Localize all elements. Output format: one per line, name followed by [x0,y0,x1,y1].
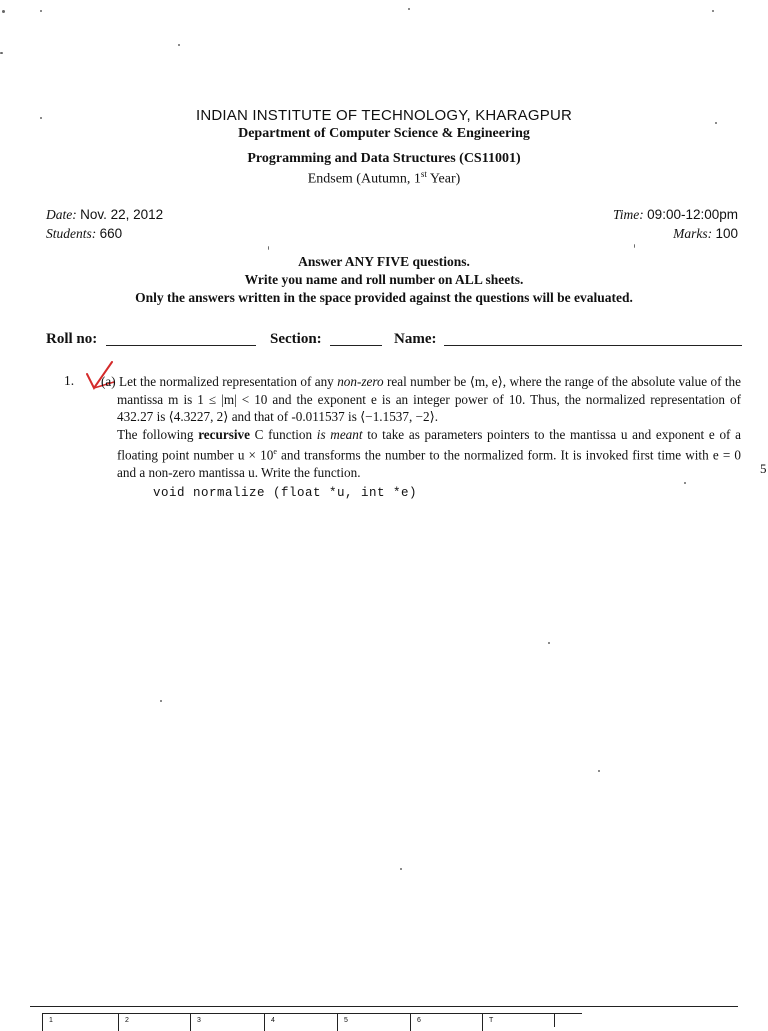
marks-table-top-line [30,1006,738,1007]
q-text-segment: Let the normalized representation of any [119,374,338,389]
roll-label: Roll no: [46,331,98,347]
scan-speck [684,482,686,484]
students-value: 660 [99,226,123,241]
question-part: (a) [101,374,116,389]
scan-speck [548,642,550,644]
marks-cell-6: 6 [410,1013,421,1031]
q-text-recursive: recursive [198,426,250,442]
section-blank[interactable] [330,345,382,346]
scan-speck [400,868,402,870]
instruction-2: Write you name and roll number on ALL sheets. [244,272,524,287]
name-label: Name: [394,331,437,347]
question-number: 1. [64,373,75,388]
marks-label: Marks: [673,226,713,241]
question-marks: 5 [760,461,767,476]
time-row [613,207,738,223]
marks-cell-1: 1 [42,1013,53,1031]
time-value: 09:00-12:00pm [647,207,738,222]
exam-prefix: Endsem (Autumn, 1 [307,171,421,187]
marks-cell-total: T [482,1013,493,1031]
institute-title: INDIAN INSTITUTE OF TECHNOLOGY, KHARAGPUR [195,107,573,124]
exam-sup: st [420,169,427,179]
q-text-segment: The following [117,426,199,442]
q-text-exponent: e [273,447,277,456]
students-label: Students: [46,226,97,241]
roll-blank[interactable] [106,345,256,346]
scan-speck [715,122,717,124]
date-label: Date: [46,207,77,222]
question-paragraph-2 [117,426,741,482]
scan-speck [160,700,162,702]
name-blank[interactable] [444,345,742,346]
q-text-nonzero: non-zero [337,374,384,389]
marks-cell-2: 2 [118,1013,129,1031]
scan-speck [40,10,42,12]
exam-title [0,169,768,188]
function-signature: void normalize (float *u, int *e) [153,486,418,500]
course-title: Programming and Data Structures (CS11001) [247,151,521,166]
date-row [46,207,163,223]
marks-cell-3: 3 [190,1013,201,1031]
scan-speck [2,10,5,13]
marks-cell-4: 4 [264,1013,275,1031]
time-label: Time: [613,207,644,222]
q-text-segment: real number be ⟨m, e⟩, where the range of the absolute value of the mantissa m is 1 ≤ |m| < 10 and the exponent e is an integer power of 10. Thus, the normalized representation of 432.27 is ⟨4.3227, 2⟩ and that of -0.011537 is ⟨−1.1537, −2⟩. [117,374,742,424]
scan-speck [0,52,3,54]
date-value: Nov. 22, 2012 [80,207,164,222]
scan-speck [408,8,410,10]
marks-table-end [554,1013,555,1027]
q-text-segment: C function [249,426,317,442]
question-text [101,373,742,481]
section-label: Section: [270,331,322,347]
scan-speck [634,244,635,248]
q-text-is-meant: is meant [316,426,363,442]
marks-row [673,226,738,242]
marks-cell-5: 5 [337,1013,348,1031]
exam-suffix: Year) [426,171,461,187]
marks-table [30,1002,738,1024]
instruction-1: Answer ANY FIVE questions. [298,254,470,269]
instruction-3: Only the answers written in the space provided against the questions will be evaluated. [135,290,633,305]
q-text-segment: to take as parameters pointers to the mantissa u and exponent e of a floating point number u × 10 [117,426,741,463]
q-text-segment: and transforms the number to the normalized form. It is invoked first time with e = 0 and a non-zero mantissa u. Write the function. [117,447,741,480]
department-title: Department of Computer Science & Engineering [238,126,530,141]
marks-value: 100 [715,226,738,241]
scan-speck [178,44,180,46]
students-row [46,226,122,242]
scan-speck [712,10,714,12]
question-paragraph-1 [101,373,742,426]
scan-speck [268,246,269,250]
scan-speck [598,770,600,772]
scan-speck [40,117,42,119]
